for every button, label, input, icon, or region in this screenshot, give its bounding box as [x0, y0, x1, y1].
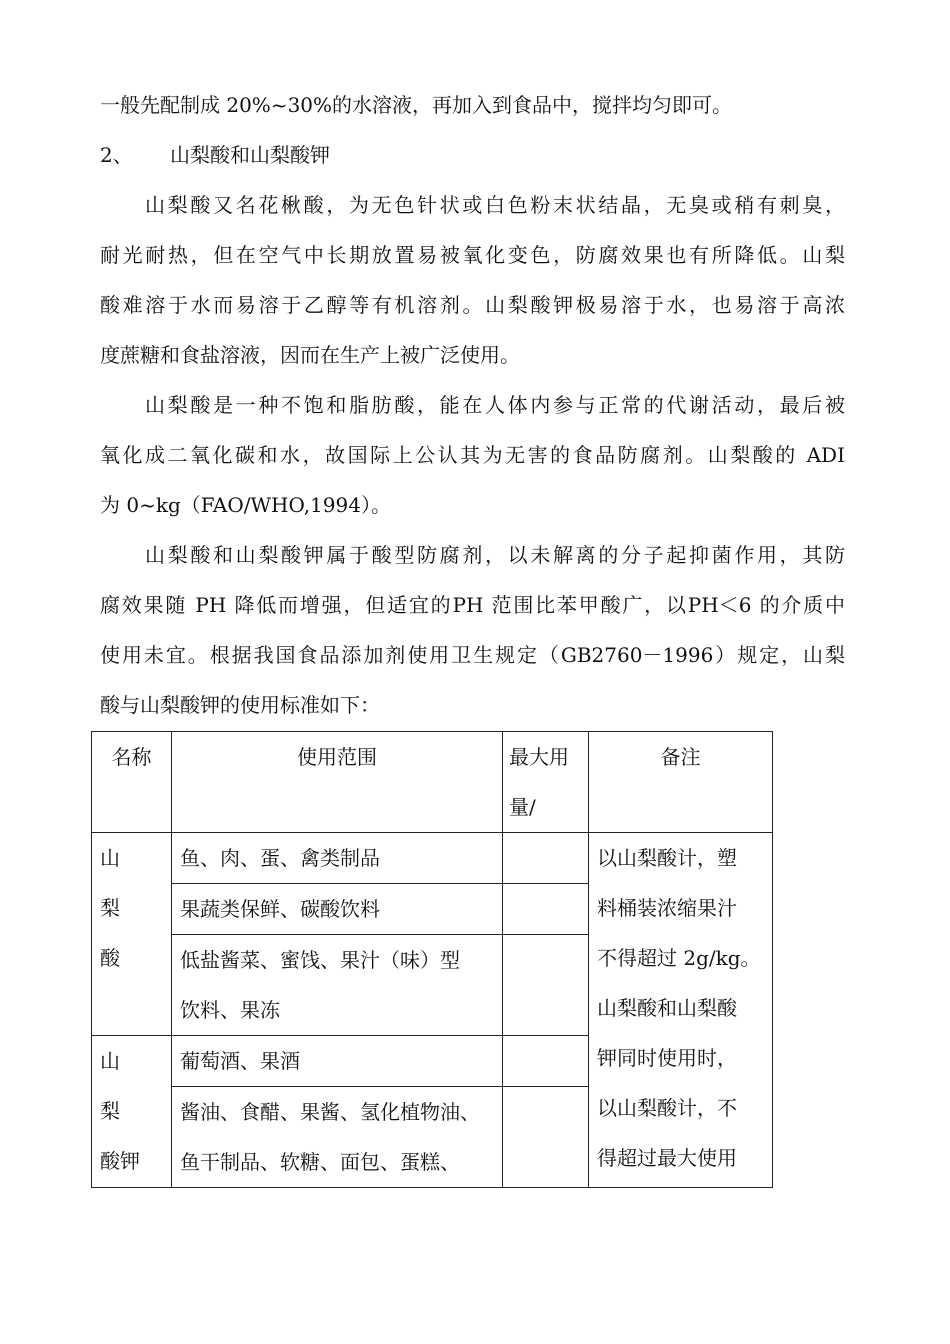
range-cell: [172, 833, 503, 884]
max-cell: [503, 833, 589, 884]
paragraph-line: 山梨酸和山梨酸钾属于酸型防腐剂，以未解离的分子起抑菌作用，其防: [145, 543, 845, 567]
section-number: 2、: [100, 143, 133, 167]
header-range-cell: [172, 732, 503, 833]
paragraph-line: 度蔗糖和食盐溶液，因而在生产上被广泛使用。: [100, 343, 520, 367]
paragraph-line: 腐效果随 PH 降低而增强，但适宜的PH 范围比苯甲酸广，以PH＜6 的介质中: [100, 593, 845, 617]
table-header-row: [92, 732, 773, 833]
table-row: [92, 833, 773, 884]
note-line: 料桶装浓缩果汁: [597, 896, 737, 920]
name-line: 酸: [100, 946, 120, 970]
max-cell: [503, 1087, 589, 1188]
range-text: 葡萄酒、果酒: [180, 1049, 300, 1073]
name-cell-potassium-sorbate: [92, 1036, 172, 1188]
header-name: 名称: [111, 745, 152, 769]
note-line: 山梨酸和山梨酸: [597, 996, 737, 1020]
note-line: 得超过最大使用: [597, 1146, 737, 1170]
max-cell: [503, 1036, 589, 1087]
name-line: 酸钾: [100, 1149, 140, 1173]
max-cell: [503, 884, 589, 935]
note-line: 以山梨酸计，塑: [597, 846, 737, 870]
header-max-line1: 最大用: [509, 745, 569, 769]
paragraph-line: 酸难溶于水而易溶于乙醇等有机溶剂。山梨酸钾极易溶于水，也易溶于高浓: [100, 293, 845, 317]
header-range: 使用范围: [297, 745, 377, 769]
name-cell-sorbic-acid: [92, 833, 172, 1036]
note-line: 钾同时使用时，: [597, 1046, 737, 1070]
range-cell: [172, 935, 503, 1036]
note-line: 不得超过 2g/kg。: [597, 946, 761, 970]
range-cell: [172, 1036, 503, 1087]
range-text-line2: 饮料、果冻: [180, 998, 280, 1022]
range-text: 果蔬类保鲜、碳酸饮料: [180, 897, 380, 921]
max-cell: [503, 935, 589, 1036]
paragraph-line: 山梨酸又名花楸酸，为无色针状或白色粉末状结晶，无臭或稍有刺臭，: [145, 193, 845, 217]
name-line: 山 梨: [100, 846, 138, 920]
name-line: 山 梨: [100, 1049, 138, 1123]
note-line: 以山梨酸计，不: [597, 1096, 737, 1120]
usage-standard-table: [91, 731, 773, 1188]
paragraph-line: 酸与山梨酸钾的使用标准如下：: [100, 693, 380, 717]
header-name-cell: [92, 732, 172, 833]
range-text: 鱼、肉、蛋、禽类制品: [180, 846, 380, 870]
header-note-cell: [589, 732, 773, 833]
header-max-line2: 量/: [509, 795, 536, 819]
note-cell: [589, 833, 773, 1188]
paragraph-line: 山梨酸是一种不饱和脂肪酸，能在人体内参与正常的代谢活动，最后被: [145, 393, 845, 417]
range-text-line1: 酱油、食醋、果酱、氢化植物油、: [180, 1100, 480, 1124]
paragraph-line: 氧化成二氧化碳和水，故国际上公认其为无害的食品防腐剂。山梨酸的 ADI: [100, 443, 845, 467]
header-max-cell: [503, 732, 589, 833]
header-note: 备注: [660, 745, 701, 769]
range-text-line1: 低盐酱菜、蜜饯、果汁（味）型: [180, 948, 460, 972]
paragraph-line: 为 0~kg（FAO/WHO,1994）。: [100, 493, 391, 517]
section-heading: 山梨酸和山梨酸钾: [170, 143, 330, 167]
paragraph-line: 一般先配制成 20%~30%的水溶液，再加入到食品中，搅拌均匀即可。: [100, 93, 733, 117]
paragraph-line: 耐光耐热，但在空气中长期放置易被氧化变色，防腐效果也有所降低。山梨: [100, 243, 845, 267]
range-cell: [172, 1087, 503, 1188]
range-cell: [172, 884, 503, 935]
range-text-line2: 鱼干制品、软糖、面包、蛋糕、: [180, 1150, 460, 1174]
paragraph-line: 使用未宜。根据我国食品添加剂使用卫生规定（GB2760－1996）规定，山梨: [100, 643, 845, 667]
